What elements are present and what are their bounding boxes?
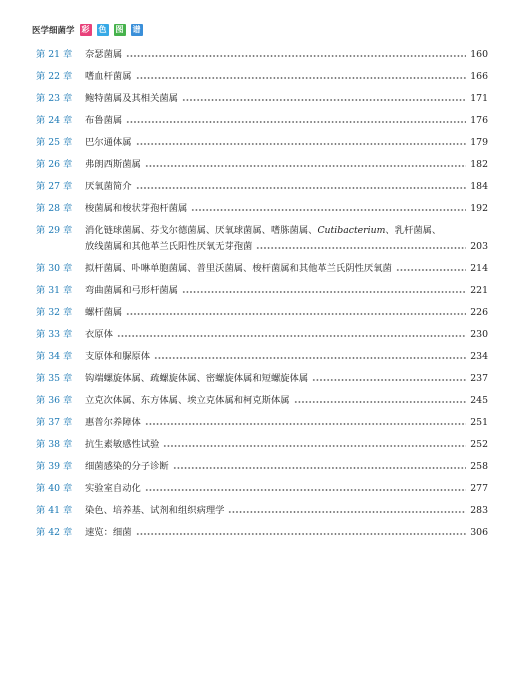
page-number: 258 — [470, 461, 488, 472]
page-number: 203 — [470, 241, 488, 252]
leader-dots — [294, 399, 466, 405]
toc-entry — [85, 307, 488, 318]
toc-entry — [85, 373, 488, 384]
toc-row[interactable] — [36, 417, 488, 428]
entry-line — [85, 505, 488, 516]
toc-entry — [85, 417, 488, 428]
toc-row[interactable] — [36, 395, 488, 406]
chapter-title: 染色、培养基、试剂和组织病理学 — [85, 505, 225, 516]
chapter-number: 第 29 章 — [36, 225, 73, 236]
chapter-number: 第 36 章 — [36, 395, 73, 406]
chapter-title: 放线菌属和其他革兰氏阳性厌氧无芽孢菌 — [85, 241, 253, 252]
chapter-title: 梭菌属和梭状芽孢杆菌属 — [85, 203, 188, 214]
chapter-title: 弗朗西斯菌属 — [85, 159, 141, 170]
page-number: 160 — [470, 49, 488, 60]
page-number: 179 — [470, 137, 488, 148]
toc-entry — [85, 263, 488, 274]
entry-line — [85, 285, 488, 296]
chapter-number: 第 24 章 — [36, 115, 73, 126]
toc-entry — [85, 159, 488, 170]
chapter-title: 拟杆菌属、卟啉单胞菌属、普里沃菌属、梭杆菌属和其他革兰氏阴性厌氧菌 — [85, 263, 392, 274]
chapter-title: 螺杆菌属 — [85, 307, 123, 318]
toc-row[interactable] — [36, 93, 488, 104]
page-number: 184 — [470, 181, 488, 192]
toc-row[interactable] — [36, 461, 488, 472]
entry-line — [85, 307, 488, 318]
chapter-number: 第 28 章 — [36, 203, 73, 214]
page-number: 182 — [470, 159, 488, 170]
leader-dots — [136, 531, 467, 537]
table-of-contents — [36, 49, 488, 549]
entry-line — [85, 137, 488, 148]
chapter-number: 第 22 章 — [36, 71, 73, 82]
toc-row[interactable] — [36, 263, 488, 274]
chapter-number: 第 23 章 — [36, 93, 73, 104]
toc-row[interactable] — [36, 483, 488, 494]
entry-line — [85, 49, 488, 60]
toc-row[interactable] — [36, 49, 488, 60]
toc-entry — [85, 351, 488, 362]
entry-line — [85, 439, 488, 450]
leader-dots — [126, 53, 466, 59]
entry-line — [85, 329, 488, 340]
page-number: 245 — [470, 395, 488, 406]
entry-line — [85, 527, 488, 538]
toc-entry — [85, 329, 488, 340]
page-number: 166 — [470, 71, 488, 82]
chapter-title: 鲍特菌属及其相关菌属 — [85, 93, 178, 104]
chapter-number: 第 41 章 — [36, 505, 73, 516]
book-title: 医学细菌学 — [32, 26, 75, 36]
chapter-number: 第 37 章 — [36, 417, 73, 428]
leader-dots — [145, 163, 466, 169]
toc-entry — [85, 203, 488, 214]
toc-entry — [85, 505, 488, 516]
leader-dots — [396, 267, 466, 273]
header-tag-1: 彩 — [81, 25, 90, 34]
leader-dots — [173, 465, 466, 471]
toc-entry — [85, 115, 488, 126]
chapter-title: 细菌感染的分子诊断 — [85, 461, 169, 472]
chapter-title: 钩端螺旋体属、疏螺旋体属、密螺旋体属和短螺旋体属 — [85, 373, 309, 384]
leader-dots — [126, 119, 466, 125]
toc-row[interactable] — [36, 373, 488, 384]
entry-line — [85, 115, 488, 126]
chapter-title: 速览：细菌 — [85, 527, 132, 538]
toc-row[interactable] — [36, 137, 488, 148]
chapter-title: 实验室自动化 — [85, 483, 141, 494]
toc-row[interactable] — [36, 159, 488, 170]
entry-line — [85, 93, 488, 104]
toc-row[interactable] — [36, 181, 488, 192]
chapter-number: 第 34 章 — [36, 351, 73, 362]
page-number: 283 — [470, 505, 488, 516]
leader-dots — [145, 421, 466, 427]
entry-line — [85, 181, 488, 192]
chapter-title: 惠普尔养障体 — [85, 417, 141, 428]
toc-row[interactable] — [36, 71, 488, 82]
entry-line — [85, 263, 488, 274]
chapter-number: 第 33 章 — [36, 329, 73, 340]
chapter-title: 立克次体属、东方体属、埃立克体属和柯克斯体属 — [85, 395, 290, 406]
chapter-number: 第 35 章 — [36, 373, 73, 384]
toc-entry — [85, 181, 488, 192]
toc-entry — [85, 439, 488, 450]
book-header — [32, 24, 143, 36]
entry-line — [85, 71, 488, 82]
toc-entry — [85, 483, 488, 494]
page-number: 226 — [470, 307, 488, 318]
entry-line — [85, 225, 488, 236]
page-number: 251 — [470, 417, 488, 428]
chapter-title: 抗生素敏感性试验 — [85, 439, 160, 450]
leader-dots — [136, 75, 467, 81]
chapter-title-italic: Cutibacterium — [317, 225, 386, 236]
chapter-number: 第 26 章 — [36, 159, 73, 170]
chapter-title: 奈瑟菌属 — [85, 49, 123, 60]
leader-dots — [191, 207, 466, 213]
entry-line — [85, 159, 488, 170]
leader-dots — [163, 443, 466, 449]
leader-dots — [312, 377, 466, 383]
chapter-title: 、乳杆菌属、 — [385, 225, 442, 236]
toc-entry — [85, 225, 488, 252]
chapter-number: 第 27 章 — [36, 181, 73, 192]
chapter-number: 第 42 章 — [36, 527, 73, 538]
page-number: 277 — [470, 483, 488, 494]
leader-dots — [182, 289, 466, 295]
toc-row[interactable] — [36, 351, 488, 362]
header-tag-3: 图 — [115, 25, 124, 34]
toc-entry — [85, 461, 488, 472]
toc-row[interactable] — [36, 505, 488, 516]
entry-line — [85, 483, 488, 494]
toc-row[interactable] — [36, 439, 488, 450]
chapter-title: 布鲁菌属 — [85, 115, 123, 126]
chapter-number: 第 38 章 — [36, 439, 73, 450]
page-number: 230 — [470, 329, 488, 340]
toc-row[interactable] — [36, 115, 488, 126]
leader-dots — [117, 333, 466, 339]
entry-line — [85, 203, 488, 214]
page-number: 221 — [470, 285, 488, 296]
chapter-title: 衣原体 — [85, 329, 113, 340]
leader-dots — [228, 509, 466, 515]
leader-dots — [256, 245, 466, 251]
toc-entry — [85, 285, 488, 296]
page-number: 252 — [470, 439, 488, 450]
chapter-title: 支原体和脲原体 — [85, 351, 151, 362]
entry-line — [85, 373, 488, 384]
page-number: 192 — [470, 203, 488, 214]
chapter-number: 第 21 章 — [36, 49, 73, 60]
page-number: 171 — [470, 93, 488, 104]
entry-line — [85, 241, 488, 252]
chapter-number: 第 30 章 — [36, 263, 73, 274]
chapter-title: 厌氧菌简介 — [85, 181, 132, 192]
toc-row[interactable] — [36, 527, 488, 538]
leader-dots — [145, 487, 466, 493]
chapter-number: 第 39 章 — [36, 461, 73, 472]
chapter-title: 巴尔通体属 — [85, 137, 132, 148]
entry-line — [85, 461, 488, 472]
chapter-title: 弯曲菌属和弓形杆菌属 — [85, 285, 178, 296]
page-number: 237 — [470, 373, 488, 384]
toc-entry — [85, 395, 488, 406]
chapter-number: 第 31 章 — [36, 285, 73, 296]
chapter-title: 消化链球菌属、芬戈尔德菌属、厌氧球菌属、嗜胨菌属、 — [85, 225, 318, 236]
leader-dots — [136, 185, 467, 191]
toc-entry — [85, 71, 488, 82]
leader-dots — [154, 355, 466, 361]
toc-entry — [85, 527, 488, 538]
page-number: 214 — [470, 263, 488, 274]
toc-row[interactable] — [36, 203, 488, 214]
toc-entry — [85, 137, 488, 148]
entry-line — [85, 351, 488, 362]
entry-line — [85, 395, 488, 406]
toc-entry — [85, 93, 488, 104]
toc-row[interactable] — [36, 329, 488, 340]
header-tag-2: 色 — [98, 25, 107, 34]
leader-dots — [136, 141, 467, 147]
toc-row[interactable] — [36, 225, 488, 252]
entry-line — [85, 417, 488, 428]
toc-row[interactable] — [36, 285, 488, 296]
leader-dots — [182, 97, 466, 103]
page-number: 176 — [470, 115, 488, 126]
header-tag-4: 谱 — [132, 25, 141, 34]
leader-dots — [126, 311, 466, 317]
toc-row[interactable] — [36, 307, 488, 318]
page-number: 306 — [470, 527, 488, 538]
chapter-title: 嗜血杆菌属 — [85, 71, 132, 82]
chapter-number: 第 25 章 — [36, 137, 73, 148]
page-number: 234 — [470, 351, 488, 362]
chapter-number: 第 40 章 — [36, 483, 73, 494]
chapter-number: 第 32 章 — [36, 307, 73, 318]
toc-entry — [85, 49, 488, 60]
